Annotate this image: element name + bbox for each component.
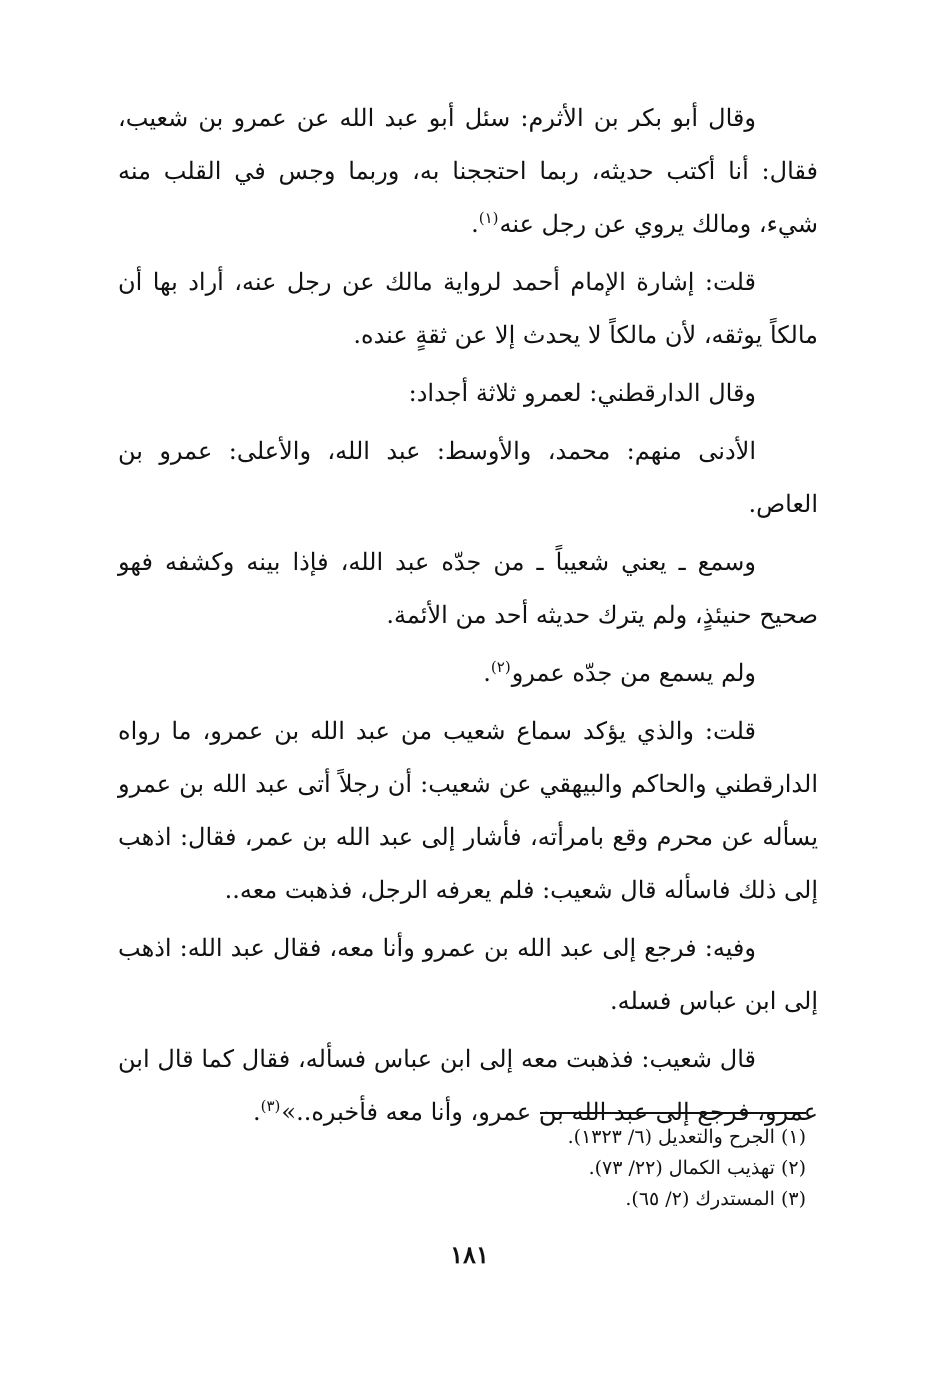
paragraph-confirmation: قلت: والذي يؤكد سماع شعيب من عبد الله بن عمرو، ما رواه الدارقطني والحاكم والبيهقي عن شعيب: أن رجلاً أتى عبد الله بن عمرو يسأله عن محرم وقع بامرأته، فأشار إلى عبد الله بن عمر، فقال: اذهب إلى ذلك فاسأله قال شعيب: فلم يعرفه الرجل، فذهبت معه.. [118,717,818,904]
paragraph-athram-quote: وقال أبو بكر بن الأثرم: سئل أبو عبد الله عن عمرو بن شعيب، فقال: أنا أكتب حديثه، ربما احتججنا به، وربما وجس في القلب منه شيء، ومالك يروي عن رجل عنه$^{(١)}$. [118,104,818,238]
main-text [118,92,818,1144]
paragraph-shuayb-heard: وسمع ـ يعني شعيباً ـ من جدّه عبد الله، فإذا بينه وكشفه فهو صحيح حنيئذٍ، ولم يترك حديثه أحد من الأئمة. [118,548,818,629]
footnote-divider [540,1112,806,1114]
paragraph-daraqutni: وقال الدارقطني: لعمرو ثلاثة أجداد: [408,379,756,407]
footnote-3: (٣)المستدرك (٢/ ٦٥). [625,1188,806,1210]
paragraph-ahmad-comment: قلت: إشارة الإمام أحمد لرواية مالك عن رجل عنه، أراد بها أن مالكاً يوثقه، لأن مالكاً لا يحدث إلا عن ثقةٍ عنده. [118,268,818,349]
footnote-1: (١)الجرح والتعديل (٦/ ١٣٢٣). [567,1126,806,1148]
footnotes [430,1122,806,1215]
footnote-ref-2: (٢) [490,658,511,676]
paragraph-ibn-abbas: وفيه: فرجع إلى عبد الله بن عمرو وأنا معه، فقال عبد الله: اذهب إلى ابن عباس فسله. [118,934,818,1015]
page-number: ١٨١ [450,1240,489,1269]
paragraph-grandfathers: الأدنى منهم: محمد، والأوسط: عبد الله، والأعلى: عمرو بن العاص. [118,437,818,518]
footnote-ref-3: (٣) [260,1097,281,1115]
paragraph-shuayb-said: قال شعيب: فذهبت معه إلى ابن عباس فسأله، فقال كما قال ابن عمرو، فرجع إلى عبد الله بن عمرو، وأنا معه فأخبره..»$^{(٣)}$. [118,1045,818,1126]
footnote-2: (٢)تهذيب الكمال (٢٢/ ٧٣). [588,1157,806,1179]
paragraph-not-heard-amr: ولم يسمع من جدّه عمرو$^{(٢)}$. [483,658,756,687]
footnote-ref-1: (١) [478,209,499,227]
